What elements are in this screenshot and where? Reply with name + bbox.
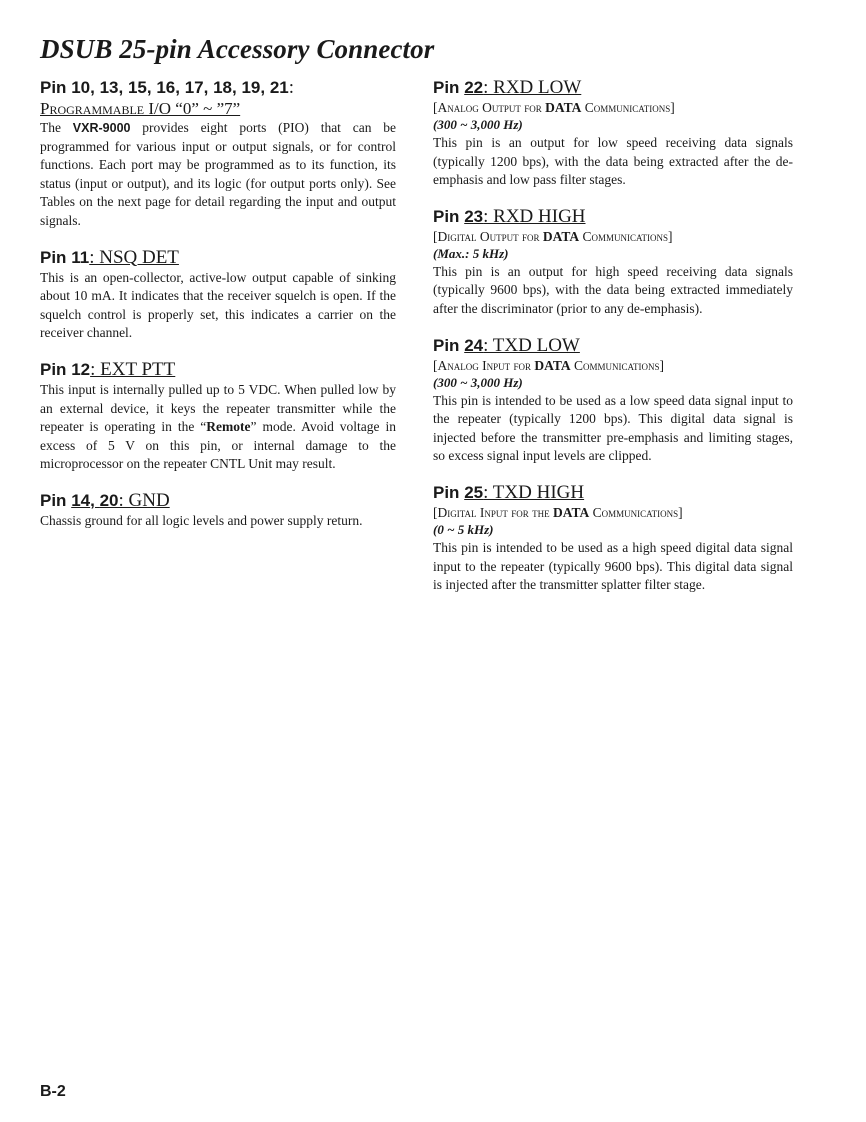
pin-23-heading: [433, 206, 793, 228]
text-fragment: provides eight ports (PIO) that can be programmed for various input or output signals, or for control functions. Each port may be programmed as to its function, its status (input or output), and its logic (for output ports only). See Tables on the next page for detail regarding the input and output signals.: [40, 120, 396, 228]
pin-label: Pin: [40, 490, 67, 510]
text-fragment: DATA: [542, 228, 580, 244]
pin-number: 16: [156, 78, 176, 97]
text-fragment: Communications]: [589, 504, 683, 520]
pin-number: 12: [71, 359, 91, 379]
text-fragment: ” mode. Avoid voltage in excess of 5 V on this pin, or internal damage to the microprocessor on the repeater CNTL Unit may result.: [40, 419, 396, 472]
pin-function: : RXD HIGH: [483, 205, 586, 227]
pin-number: 22: [464, 78, 484, 97]
pin-number: 13: [99, 78, 119, 97]
model-name: VXR-9000: [72, 121, 131, 135]
pin-11-description: This is an open-collector, active-low output capable of sinking about 10 mA. It indicates that the receiver squelch is open. If the squelch control is properly set, this indicates a carrier on the receiver channel.: [40, 269, 396, 341]
pin-number: 10: [71, 78, 91, 97]
pin-number: 19: [241, 78, 261, 97]
pin-number: 23: [464, 206, 484, 226]
section-pin-11: [40, 247, 396, 343]
pin-10-subtitle: Programmable I/O “0” ~ ”7”: [40, 99, 241, 118]
mode-name: Remote: [206, 419, 251, 435]
pin-number: 20: [99, 490, 119, 510]
text-fragment: Communications]: [581, 100, 675, 115]
pin-number: 21: [269, 78, 289, 97]
pin-24-signal-type: [433, 357, 793, 374]
pin-24-heading: [433, 335, 793, 357]
text-fragment: The: [40, 120, 73, 135]
pin-25-heading: [433, 482, 793, 504]
text-fragment: Communications]: [579, 228, 673, 244]
pin-12-description: [40, 381, 396, 474]
pin-23-description: This pin is an output for high speed receiving data signals (typically 9600 bps), with the data being extracted immediately after the discriminator (prior to any de-emphasis).: [433, 263, 793, 316]
text-fragment: [Digital Input for the: [433, 504, 554, 520]
pin-label: Pin: [433, 335, 460, 355]
section-pin-14: [40, 490, 396, 531]
section-pin-10: [40, 77, 396, 231]
pin-function: : RXD LOW: [483, 77, 582, 98]
section-pin-25: [433, 482, 793, 595]
pin-14-description: Chassis ground for all logic levels and power supply return.: [40, 512, 363, 528]
pin-10-heading: Pin 10, 13, 15, 16, 17, 18, 19, 21:: [40, 77, 295, 98]
text-fragment: [Digital Output for: [433, 228, 543, 244]
pin-function: : NSQ DET: [89, 246, 179, 268]
pin-function: : GND: [118, 489, 170, 511]
text-fragment: DATA: [545, 100, 582, 115]
right-column: [433, 77, 793, 611]
pin-label: Pin: [433, 78, 460, 97]
pin-11-heading: [40, 247, 396, 269]
pin-22-heading: [433, 77, 793, 99]
pin-number: 25: [464, 482, 484, 502]
pin-function: : TXD HIGH: [483, 481, 585, 503]
pin-14-heading: Pin 14, 20: GND: [40, 489, 170, 511]
pin-number: 18: [213, 78, 232, 97]
pin-22-signal-type: [433, 99, 793, 116]
pin-24-range: (300 ~ 3,000 Hz): [433, 374, 523, 390]
pin-23-range: (Max.: 5 kHz): [433, 245, 509, 261]
pin-number: 17: [184, 78, 204, 97]
pin-label: Pin: [433, 206, 460, 226]
pin-24-description: This pin is intended to be used as a low speed data signal input to the repeater (typically 1200 bps). This digital data signal is injected before the transmitter pre-emphasis and limiting stages, so excess signal input levels are clipped.: [433, 392, 793, 464]
section-pin-12: [40, 359, 396, 474]
text-fragment: Communications]: [570, 357, 665, 373]
pin-number: 15: [127, 78, 147, 97]
pin-number: 14: [71, 490, 91, 510]
pin-22-range: (300 ~ 3,000 Hz): [433, 117, 523, 132]
pin-10-description: [40, 119, 396, 231]
pin-12-heading: [40, 359, 396, 381]
section-pin-23: [433, 206, 793, 319]
pin-label: Pin: [433, 482, 460, 502]
page-title: DSUB 25-pin Accessory Connector: [40, 34, 435, 64]
pin-label: Pin: [40, 359, 67, 379]
section-pin-22: [433, 77, 793, 190]
pin-25-range: (0 ~ 5 kHz): [433, 521, 494, 537]
pin-number: 11: [71, 247, 90, 267]
pin-25-signal-type: [433, 504, 793, 521]
text-fragment: This input is internally pulled up to 5 VDC. When pulled low by an external device, it keys the repeater transmitter while the repeater is operating in the “: [40, 381, 396, 435]
pin-25-description: This pin is intended to be used as a high speed digital data signal input to the repeater (typically 9600 bps). This digital data signal is injected after the transmitter splatter filter stage.: [433, 539, 793, 593]
pin-22-description: This pin is an output for low speed receiving data signals (typically 1200 bps), with the data being extracted after the de-emphasis and low pass filter stages.: [433, 135, 793, 188]
pin-label: Pin: [40, 78, 67, 97]
text-fragment: [Analog Output for: [433, 100, 546, 115]
pin-number: 24: [464, 335, 484, 355]
pin-function: : EXT PTT: [90, 358, 176, 380]
pin-function: : TXD LOW: [483, 334, 580, 356]
text-fragment: [Analog Input for: [433, 357, 535, 373]
pin-label: Pin: [40, 247, 67, 267]
pin-23-signal-type: [433, 228, 793, 245]
text-fragment: DATA: [553, 504, 590, 520]
left-column: [40, 77, 396, 547]
pin-colon: :: [288, 77, 295, 98]
text-fragment: DATA: [534, 357, 571, 373]
section-pin-24: [433, 335, 793, 466]
page-number: B-2: [40, 1083, 66, 1100]
